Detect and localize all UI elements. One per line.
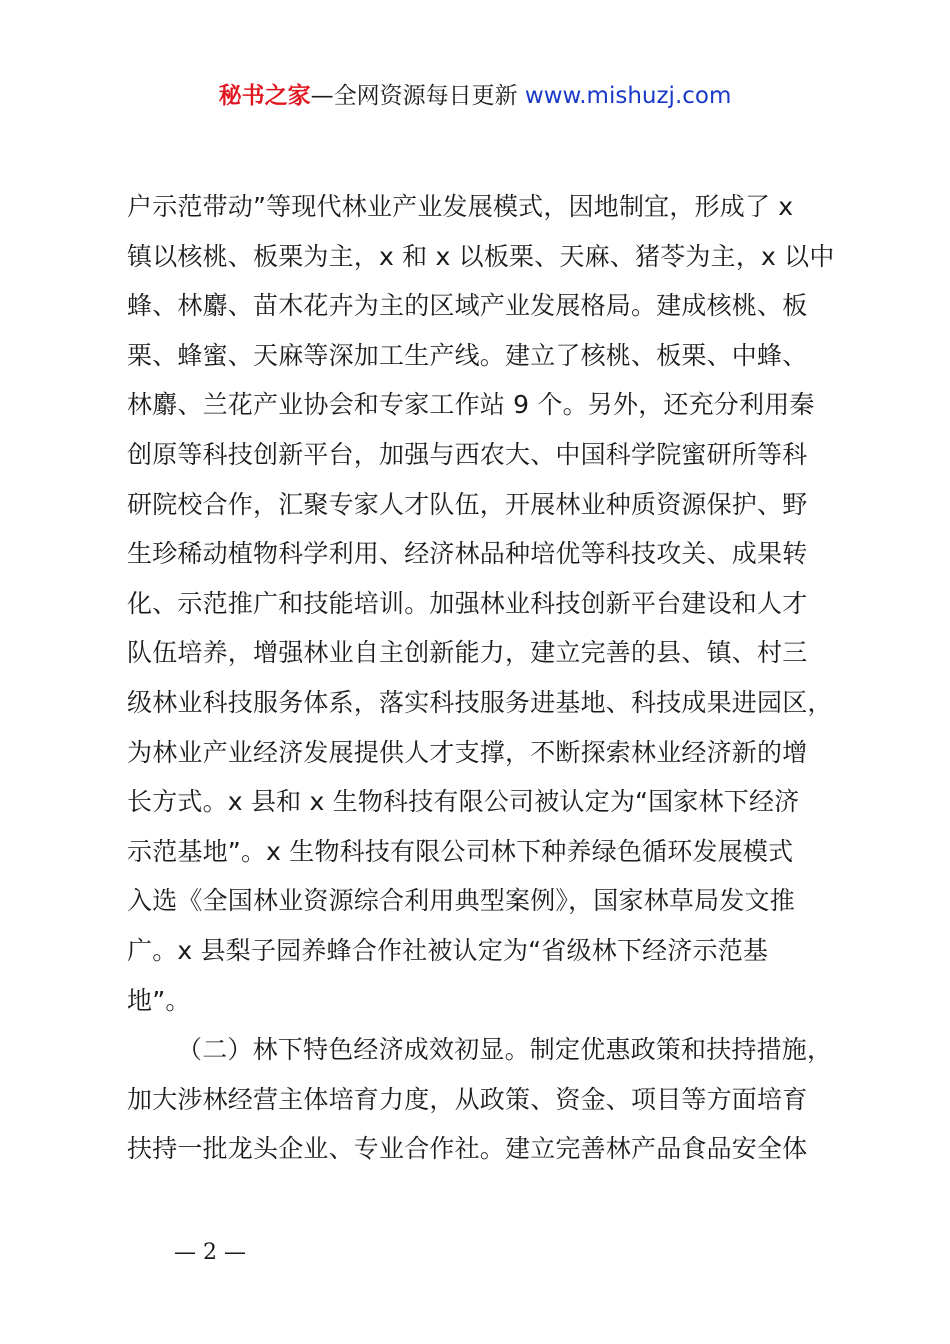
body-line: 创原等科技创新平台，加强与西农大、中国科学院蜜研所等科 [127,439,808,469]
body-line: 化、示范推广和技能培训。加强林业科技创新平台建设和人才 [127,588,808,618]
body-line: 入选《全国林业资源综合利用典型案例》，国家林草局发文推 [127,886,795,916]
site-header [0,80,950,112]
body-line: 级林业科技服务体系，落实科技服务进基地、科技成果进园区， [127,687,833,717]
body-line: 地”。 [127,985,191,1015]
body-line: 示范基地”。x 生物科技有限公司林下种养绿色循环发展模式 [127,836,794,866]
body-line: 林麝、兰花产业协会和专家工作站 9 个。另外，还充分利用秦 [127,390,815,420]
body-line: 蜂、林麝、苗木花卉为主的区域产业发展格局。建成核桃、板 [127,291,808,321]
document-body [127,182,837,1174]
body-line: 生珍稀动植物科学利用、经济林品种培优等科技攻关、成果转 [127,539,808,569]
body-line: 研院校合作，汇聚专家人才队伍，开展林业种质资源保护、野 [127,489,808,519]
body-line: 扶持一批龙头企业、专业合作社。建立完善林产品食品安全体 [127,1134,808,1164]
page-number: — 2 — [174,1240,246,1265]
body-line: 广。x 县梨子园养蜂合作社被认定为“省级林下经济示范基 [127,935,769,965]
header-tagline: —全网资源每日更新 [310,83,525,109]
body-line: 长方式。x 县和 x 生物科技有限公司被认定为“国家林下经济 [127,787,800,817]
body-line: 户示范带动”等现代林业产业发展模式，因地制宜，形成了 x [127,192,794,221]
body-line: 栗、蜂蜜、天麻等深加工生产线。建立了核桃、板栗、中蜂、 [127,340,808,370]
body-line: 队伍培养，增强林业自主创新能力，建立完善的县、镇、村三 [127,638,808,668]
section-heading-line: （二）林下特色经济成效初显。制定优惠政策和扶持措施， [177,1035,833,1065]
body-line: 加大涉林经营主体培育力度，从政策、资金、项目等方面培育 [127,1084,808,1114]
body-line: 镇以核桃、板栗为主，x 和 x 以板栗、天麻、猪苓为主，x 以中 [127,241,835,271]
site-url-link[interactable]: www.mishuzj.com [524,83,732,109]
brand-name: 秘书之家 [218,83,311,109]
body-line: 为林业产业经济发展提供人才支撑，不断探索林业经济新的增 [127,737,808,767]
